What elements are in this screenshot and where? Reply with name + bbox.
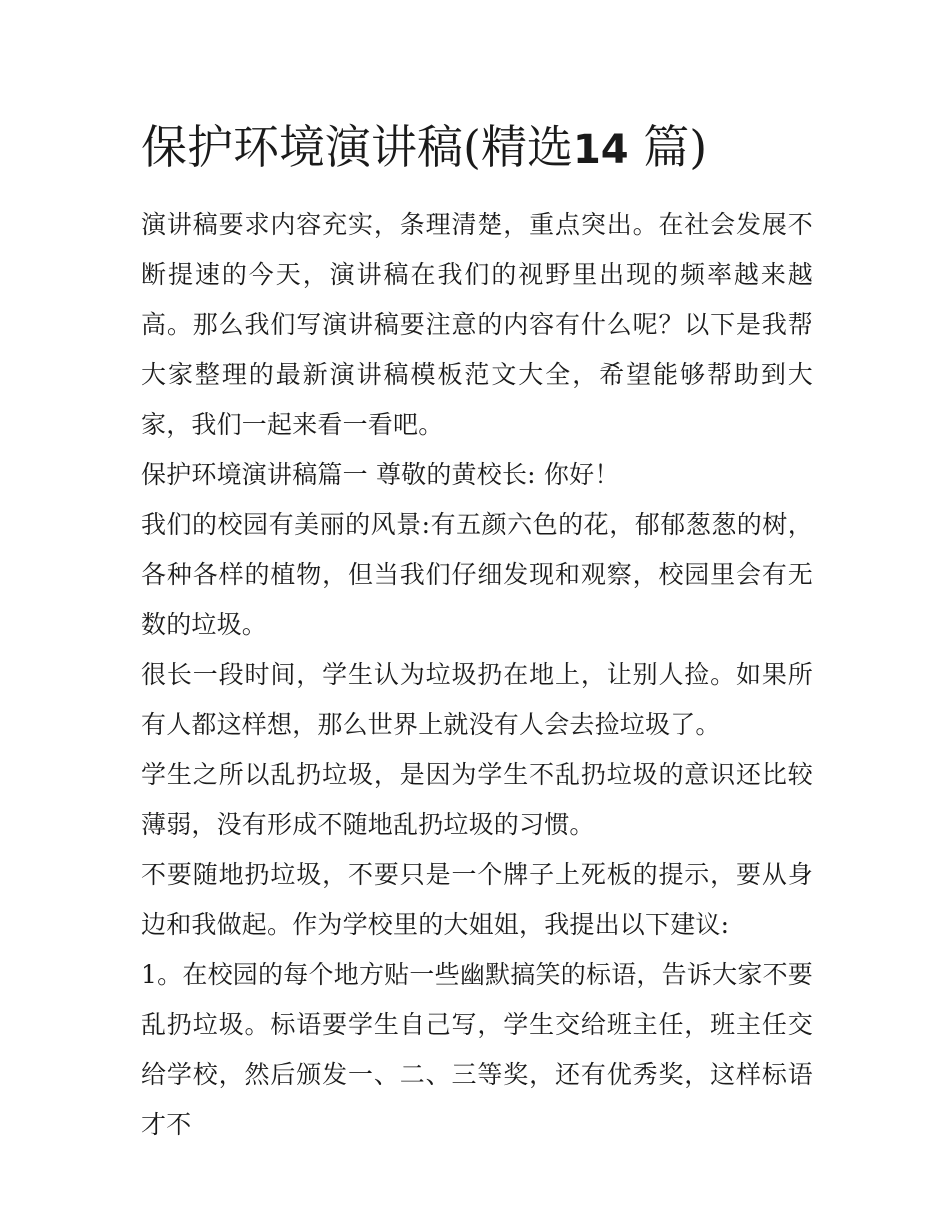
suggestion-paragraph: 1。在校园的每个地方贴一些幽默搞笑的标语，告诉大家不要乱扔垃圾。标语要学生自己写，学生交给班主任，班主任交给学校，然后颁发一、二、三等奖，还有优秀奖，这样标语才不 <box>141 960 813 1139</box>
body-paragraph: 我们的校园有美丽的风景:有五颜六色的花，郁郁葱葱的树，各种各样的植物，但当我们仔细发现和观察，校园里会有无数的垃圾。 <box>141 510 813 639</box>
title-number: 14 <box>572 127 629 173</box>
section-heading-paragraph: 保护环境演讲稿篇一 尊敬的黄校长: 你好！ <box>141 460 620 489</box>
document-body <box>141 200 813 1150</box>
document-title <box>141 112 861 185</box>
body-paragraph: 不要随地扔垃圾，不要只是一个牌子上死板的提示，要从身边和我做起。作为学校里的大姐姐，我提出以下建议: <box>141 860 813 939</box>
intro-paragraph: 演讲稿要求内容充实，条理清楚，重点突出。在社会发展不断提速的今天，演讲稿在我们的视野里出现的频率越来越高。那么我们写演讲稿要注意的内容有什么呢？以下是我帮大家整理的最新演讲稿模板范文大全，希望能够帮助到大家，我们一起来看一看吧。 <box>141 210 813 439</box>
body-paragraph: 学生之所以乱扔垃圾，是因为学生不乱扔垃圾的意识还比较薄弱，没有形成不随地乱扔垃圾的习惯。 <box>141 760 813 839</box>
title-suffix: 篇) <box>643 120 708 174</box>
body-paragraph: 很长一段时间，学生认为垃圾扔在地上，让别人捡。如果所有人都这样想，那么世界上就没有人会去捡垃圾了。 <box>141 660 813 739</box>
title-prefix: 保护环境演讲稿(精选 <box>141 120 573 174</box>
